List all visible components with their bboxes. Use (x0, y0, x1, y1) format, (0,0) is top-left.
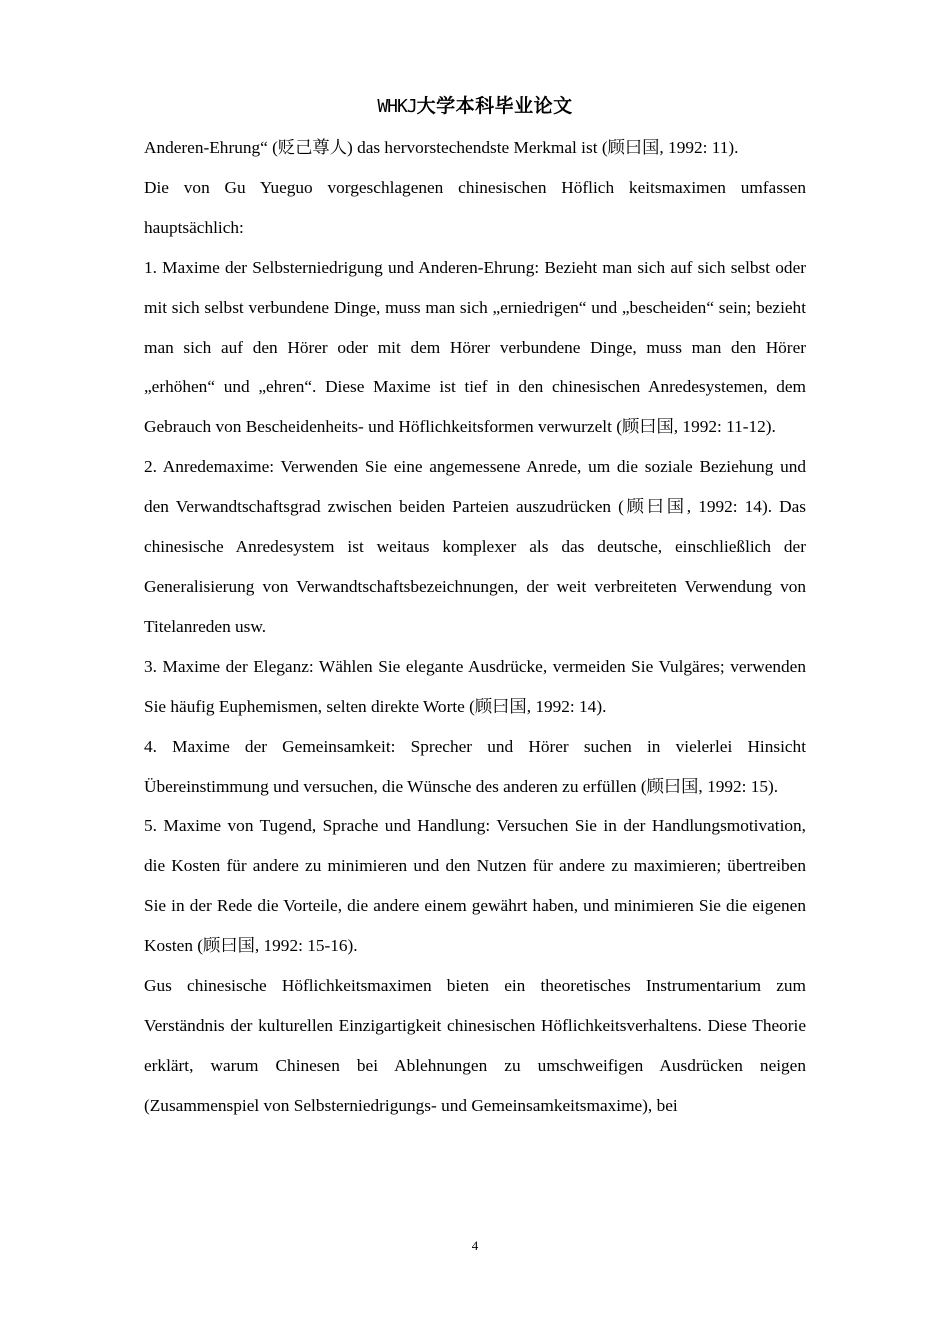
body-text (144, 128, 806, 1126)
paragraph-conclusion: Gus chinesische Höflichkeitsmaximen bieten ein theoretisches Instrumentarium zum Verständnis der kulturellen Einzigartigkeit chinesischen Höflichkeitsverhaltens. Diese Theorie erklärt, warum Chinesen bei Ablehnungen zu umschweifigen Ausdrücken neigen (Zusammenspiel von Selbsterniedrigungs- und Gemeinsamkeitsmaxime), bei (144, 976, 806, 1115)
paragraph-maxim-1: 1. Maxime der Selbsterniedrigung und Anderen-Ehrung: Bezieht man sich auf sich selbst oder mit sich selbst verbundene Dinge, muss man sich „erniedrigen“ und „bescheiden“ sein; bezieht man sich auf den Hörer oder mit dem Hörer verbundene Dinge, muss man den Hörer „erhöhen“ und „ehren“. Diese Maxime ist tief in den chinesischen Anredesystemen, dem Gebrauch von Bescheidenheits- und Höflichkeitsformen verwurzelt (顾曰国, 1992: 11-12). (144, 257, 806, 437)
page-number: 4 (471, 1238, 479, 1253)
paragraph-maxim-5: 5. Maxime von Tugend, Sprache und Handlung: Versuchen Sie in der Handlungsmotivation, die Kosten für andere zu minimieren und den Nutzen für andere zu maximieren; übertreiben Sie in der Rede die Vorteile, die andere einem gewährt haben, und minimieren Sie die eigenen Kosten (顾曰国, 1992: 15-16). (144, 816, 806, 956)
paragraph-maxim-3: 3. Maxime der Eleganz: Wählen Sie elegante Ausdrücke, vermeiden Sie Vulgäres; verwenden Sie häufig Euphemismen, selten direkte Worte (顾曰国, 1992: 14). (144, 656, 806, 716)
paragraph-maxims-intro: Die von Gu Yueguo vorgeschlagenen chinesischen Höflich keitsmaximen umfassen hauptsächlich: (144, 177, 806, 237)
paragraph-maxim-4: 4. Maxime der Gemeinsamkeit: Sprecher und Hörer suchen in vielerlei Hinsicht Übereinstimmung und versuchen, die Wünsche des anderen zu erfüllen (顾曰国, 1992: 15). (144, 736, 806, 796)
page-header (0, 92, 950, 121)
header-university-code: WHKJ (377, 96, 417, 117)
paragraph-intro-continuation: Anderen-Ehrung“ (贬己尊人) das hervorstechendste Merkmal ist (顾曰国, 1992: 11). (144, 138, 739, 157)
paragraph-maxim-2: 2. Anredemaxime: Verwenden Sie eine angemessene Anrede, um die soziale Beziehung und den Verwandtschaftsgrad zwischen beiden Parteien auszudrücken (顾曰国, 1992: 14). Das chinesische Anredesystem ist weitaus komplexer als das deutsche, einschließlich der Generalisierung von Verwandtschaftsbezeichnungen, der weit verbreiteten Verwendung von Titelanreden usw. (144, 457, 806, 636)
header-title: 大学本科毕业论文 (416, 95, 573, 117)
